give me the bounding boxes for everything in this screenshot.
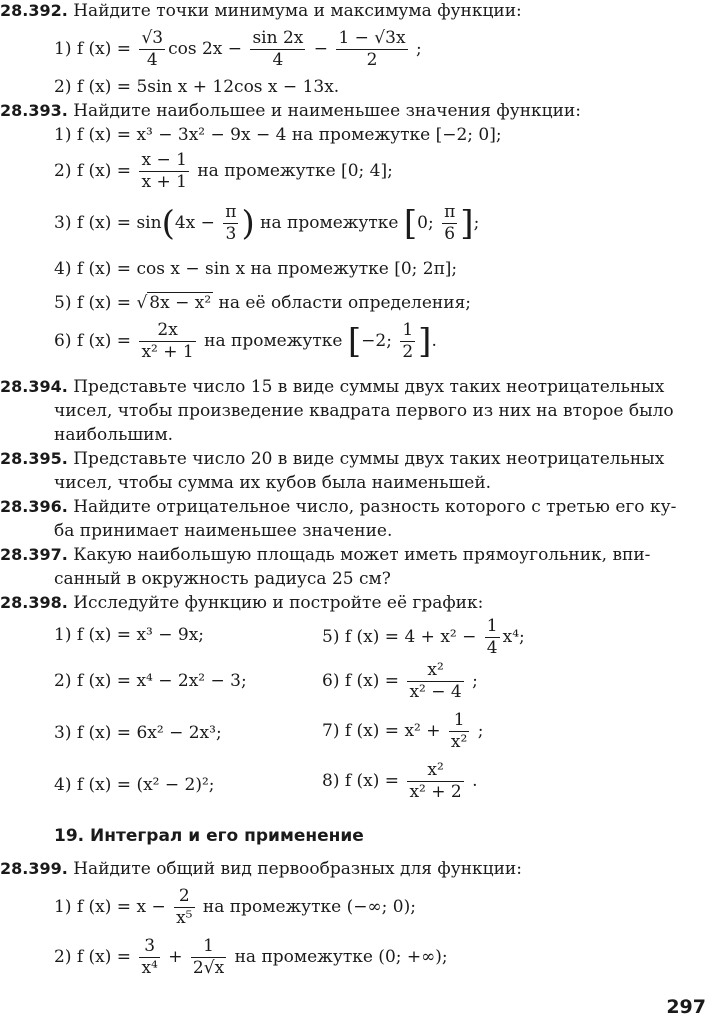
- problem-text-line: наибольшим.: [54, 425, 174, 445]
- problem-28-396: 28.396. Найдите отрицательное число, разность которого с третью его ку-: [0, 497, 677, 517]
- formula-398-8: 8) f (x) = $\frac{\text{x²}}{\text{x² + 2}}$ .: [322, 760, 478, 802]
- formula-399-2: 2) f (x) = $\frac{3}{\text{x⁴}}$ + $\frac{1}{2√x}$ на промежутке (0; +∞);: [54, 936, 448, 978]
- problem-text-line: ба принимает наименьшее значение.: [54, 521, 393, 541]
- problem-28-394: 28.394. Представьте число 15 в виде суммы двух таких неотрицательных: [0, 377, 665, 397]
- problem-28-395: 28.395. Представьте число 20 в виде суммы двух таких неотрицательных: [0, 449, 665, 469]
- problem-number: 28.396.: [0, 497, 68, 516]
- page-number: 297: [666, 996, 706, 1018]
- formula-393-2: 2) f (x) = $\frac{x - 1}{x + 1}$ на промежутке [0; 4];: [54, 150, 393, 192]
- problem-28-398: 28.398. Исследуйте функцию и постройте её график:: [0, 593, 484, 613]
- fraction: $\frac{\sin 2x}{4}$: [252, 28, 304, 70]
- problem-28-392: [0, 0, 522, 22]
- formula-393-4: 4) f (x) = cos x − sin x на промежутке [0; 2π];: [54, 259, 458, 279]
- formula-392-1: 1) f (x) = $\frac{√3}{4}$ cos 2x − $\frac{\sin 2x}{4}$ − $\frac{1 - √3x}{2}$ ;: [54, 28, 422, 70]
- problem-number: 28.392.: [0, 1, 68, 20]
- problem-28-393: [0, 100, 581, 122]
- formula-398-3: 3) f (x) = 6x² − 2x³;: [54, 723, 222, 743]
- formula-398-1: 1) f (x) = x³ − 9x;: [54, 625, 205, 645]
- formula-399-1: 1) f (x) = x − $\frac{2}{\text{x⁵}}$ на промежутке (−∞; 0);: [54, 886, 416, 928]
- problem-28-399: 28.399. Найдите общий вид первообразных для функции:: [0, 859, 522, 879]
- formula-398-6: 6) f (x) = $\frac{\text{x²}}{\text{x² − 4}}$ ;: [322, 660, 478, 702]
- formula-393-1: 1) f (x) = x³ − 3x² − 9x − 4 на промежутке [−2; 0];: [54, 125, 502, 145]
- problem-text: Найдите наибольшее и наименьшее значения функции:: [73, 101, 581, 121]
- problem-text: Найдите точки минимума и максимума функции:: [73, 1, 522, 21]
- formula-398-4: 4) f (x) = (x² − 2)²;: [54, 775, 215, 795]
- problem-number: 28.394.: [0, 377, 68, 396]
- formula-398-7: 7) f (x) = x² + $\frac{1}{\text{x²}}$ ;: [322, 710, 484, 752]
- formula-393-6: 6) f (x) = $\frac{2x}{\text{x² + 1}}$ на промежутке [−2; $\frac{1}{2}$ ].: [54, 320, 437, 362]
- problem-number: 28.399.: [0, 859, 68, 878]
- problem-number: 28.397.: [0, 545, 68, 564]
- problem-text-line: чисел, чтобы произведение квадрата первого из них на второе было: [54, 401, 674, 421]
- problem-28-397: 28.397. Какую наибольшую площадь может иметь прямоугольник, впи-: [0, 545, 651, 565]
- formula-398-5: 5) f (x) = 4 + x² − $\frac{1}{4}$ x⁴;: [322, 616, 525, 658]
- formula-393-3: 3) f (x) = sin(4x − $\frac{\pi}{3}$ ) на промежутке [0; $\frac{\pi}{6}$ ];: [54, 202, 480, 244]
- problem-text-line: чисел, чтобы сумма их кубов была наименьшей.: [54, 473, 492, 493]
- fraction: $\frac{1 - √3x}{2}$: [338, 28, 406, 70]
- problem-number: 28.395.: [0, 449, 68, 468]
- formula-398-2: 2) f (x) = x⁴ − 2x² − 3;: [54, 671, 247, 691]
- section-heading: 19. Интеграл и его применение: [54, 826, 364, 846]
- formula-393-5: 5) f (x) = √ 8x − x² на её области определения;: [54, 293, 472, 313]
- fraction: $\frac{√3}{4}$: [141, 28, 164, 70]
- problem-number: 28.393.: [0, 101, 68, 120]
- problem-number: 28.398.: [0, 593, 68, 612]
- formula-392-2: 2) f (x) = 5sin x + 12cos x − 13x.: [54, 77, 340, 97]
- problem-text-line: санный в окружность радиуса 25 см?: [54, 569, 391, 589]
